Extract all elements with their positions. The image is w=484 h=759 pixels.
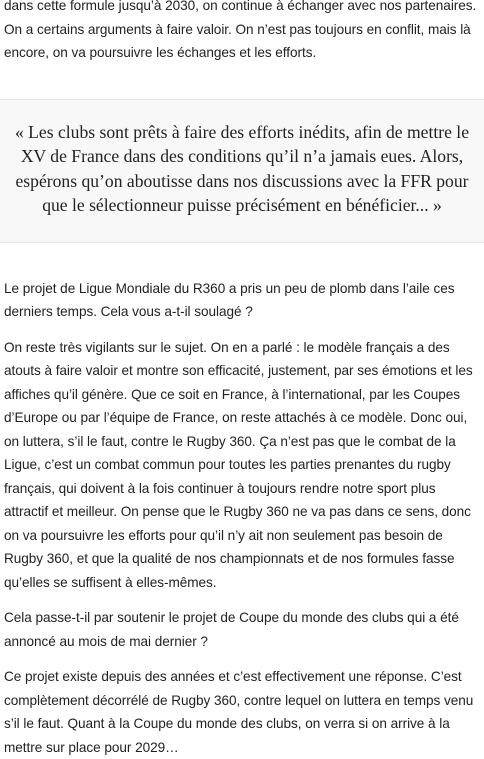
- answer-paragraph: Ce projet existe depuis des années et c’est effectivement une réponse. C’est complètement décorrélé de Rugby 360, contre lequel on luttera en temps venu s’il le faut. Quant à la Coupe du monde des clubs, on verra si on arrive à la mettre sur place pour 2029…: [4, 669, 474, 755]
- pull-quote-text: « Les clubs sont prêts à faire des efforts inédits, afin de mettre le XV de France dans des conditions qu’il n’a jamais eues. Alors, espérons qu’on aboutisse dans nos discussions avec la FFR pour que le sélectionneur puisse précisément en bénéficier... »: [14, 121, 470, 215]
- question-paragraph: Le projet de Ligue Mondiale du R360 a pris un peu de plomb dans l’aile ces derniers temps. Cela vous a-t-il soulagé ?: [4, 280, 455, 319]
- intro-paragraph: dans cette formule jusqu’à 2030, on continue à échanger avec nos partenaires. On a certains arguments à faire valoir. On n’est pas toujours en conflit, mais là encore, on va poursuivre les échanges et les efforts.: [4, 0, 477, 60]
- question-paragraph: Cela passe-t-il par soutenir le projet de Coupe du monde des clubs qui a été annoncé au mois de mai dernier ?: [4, 610, 459, 649]
- answer-paragraph: On reste très vigilants sur le sujet. On en a parlé : le modèle français a des atouts à faire valoir et montre son efficacité, justement, par ses émotions et les affiches qu’il génère. Que ce soit en France, à l’international, par les Coupes d’Europe ou par l’équipe de France, on reste attachés à ce modèle. Donc oui, on luttera, s’il le faut, contre le Rugby 360. Ça n’est pas que le combat de la Ligue, c’est un combat commun pour toutes les parties prenantes du rugby français, qui doivent à la fois continuer à toujours rendre notre sport plus attractif et meilleur. On pense que le Rugby 360 ne va pas dans ce sens, donc on va poursuivre les efforts pour qu’il n’y ait non seulement pas besoin de Rugby 360, et que la qualité de nos championnats et de nos formules fasse qu’elles se suffisent à elles-mêmes.: [4, 339, 473, 590]
- pull-quote: [0, 99, 484, 243]
